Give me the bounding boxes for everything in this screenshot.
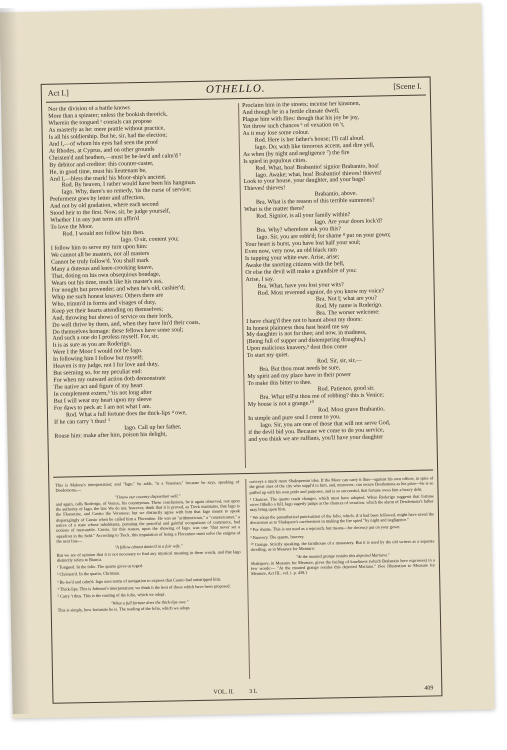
verse-line: Wherein the tongued ¹ consuls can propose bbox=[48, 118, 152, 127]
verse-line: Stood heir to the first. Now, sir, be judge yourself, bbox=[50, 208, 171, 218]
verse-line: Do well thrive by them, and, when they have lin'd their coats, bbox=[52, 319, 201, 329]
verse-line: Rod. Signior, is all your family within? bbox=[256, 212, 351, 221]
verse-line: Bra. What tell'st thou me of robbing? this is Venice; bbox=[259, 392, 384, 401]
verse-line: Even now, very now, an old black ram bbox=[244, 247, 337, 256]
verse-line: Rod. Patience, good sir. bbox=[317, 385, 375, 393]
verse-line: Iago. O sir, content you; bbox=[120, 236, 179, 244]
verse-line: Arise, I say. bbox=[245, 276, 275, 283]
footnote: ⁸ For shame. This is not used as a reproach, but means—for decency put on your gown. bbox=[250, 524, 401, 533]
footnote: ¹⁰ Grange. Strictly speaking, the farmhouse of a monastery. But it is used by the old writers as a separate dwelling, as in Measure for Measure: bbox=[250, 538, 435, 553]
verse-line: Christen'd and heathen,—must be be-lee'd and calm'd ² bbox=[49, 152, 182, 162]
verse-line: Is spied in populous cities. bbox=[243, 157, 308, 165]
verse-line: He, in good time, must his lieutenant be, bbox=[49, 167, 147, 176]
verse-line: What is the matter there? bbox=[244, 206, 305, 214]
verse-line: Bra. But thou must needs be sure, bbox=[259, 365, 341, 373]
verse-line: The native act and figure of my heart bbox=[53, 383, 143, 391]
footnote: "A fellow almost damn'd in a fair wife." bbox=[114, 543, 183, 550]
verse-line: Iago. Awake; what, hoa! Brabantio! thieves! thieves! bbox=[255, 169, 382, 179]
act-label: Act I.] bbox=[47, 88, 69, 98]
footer-signature: 3 L bbox=[249, 688, 258, 696]
verse-line: Bra. Why? wherefore ask you this? bbox=[256, 226, 342, 234]
verse-line: And I,—of whom his eyes had seen the proof bbox=[48, 139, 159, 148]
footnote: ¹ Tongued. In the folio. The quarto gives us toged. bbox=[56, 563, 144, 570]
verse-line: Yet throw such chances ⁶ of vexation on 't, bbox=[242, 121, 345, 130]
verse-line: Is tupping your white ewe. Arise, arise; bbox=[244, 254, 340, 262]
verse-line: For when my outward action doth demonstrate bbox=[53, 375, 166, 384]
verse-line: To make this bitter to thee. bbox=[247, 379, 312, 388]
verse-line: Bra. What is the reason of this terrible summons? bbox=[255, 197, 375, 207]
footnote: But we are of opinion that it is not necessary to find any mystical meaning in these words, and that Iago distinctly refers to Bianca. bbox=[56, 548, 241, 563]
verse-line: Rod. Sir, sir, sir,— bbox=[316, 358, 362, 365]
verse-line: Your heart is burst, you have lost half your soul; bbox=[244, 239, 361, 249]
verse-line: In simple and pure soul I come to you. bbox=[248, 414, 341, 422]
scene-label: [Scene I. bbox=[393, 81, 422, 92]
verse-line: Preferment goes by letter and affection, bbox=[49, 195, 145, 204]
verse-line: In honest plainness thou hast heard me say bbox=[246, 323, 349, 332]
verse-line: And, throwing but shows of service on their lords, bbox=[52, 313, 173, 322]
verse-line: Nor the division of a battle knows bbox=[48, 105, 130, 113]
verse-line: Who, trimm'd in forms and visages of duty, bbox=[51, 299, 157, 308]
verse-line: Thieves! thieves! bbox=[243, 185, 286, 193]
footnote: and again, calls Roderigo, of Venice, his countryman. These conclusions, be it again observed, rest upon the authority of Iago, the liar. We do not, however, think that it is proved, as Tieck maintains, that Iago is the Florentine, and Cassio the Veronese; but we distinctly agree with him that Iago meant to speak disparagingly of Cassio when he called him a Florentine. He was an "arithmetician," a "countercaster," a native of a state whose inhabitants, pursuing the peaceful and gainful occupations of commerce, had notions of mercantile. Cassio, for this reason, upon the showing of Iago, was one "that never set a squadron in the field." According to Tieck, this imputation of being a Florentine must solve the enigma of the next line— bbox=[55, 498, 241, 544]
verse-line: Iago. Do; with like timorous accent, and dire yell, bbox=[254, 142, 375, 151]
verse-line: In following him I follow but myself; bbox=[52, 355, 143, 364]
verse-line: We cannot all be masters, nor all masters bbox=[50, 250, 150, 259]
footnote: "What a full fortune does the thick-lips owe." bbox=[110, 598, 189, 606]
right-footnotes bbox=[249, 475, 435, 578]
verse-line: Rouse him: make after him, poison his delight, bbox=[54, 431, 167, 440]
verse-line: Do themselves homage: these fellows have some soul; bbox=[52, 326, 184, 336]
verse-line: (Being full of supper and distempering draughts,) bbox=[246, 337, 366, 346]
verse-line: Heaven is my judge, not I for love and duty, bbox=[53, 361, 159, 370]
footnote: ² Christen'd. In the quarto, Christian. bbox=[57, 570, 121, 578]
footnote: ⁶ Chances. The quarto reads changes, which most have adopted. When Roderigo suggests that fortune owes Othello a full, Iago eagerly jumps at the chances of vexation, which the alarm of Desdemona's father may bring upon him. bbox=[249, 493, 434, 513]
verse-line: Awake the snorting citizens with the bell, bbox=[245, 261, 345, 269]
footer-volume: VOL. II. 3 L bbox=[213, 688, 258, 696]
verse-line: Whether I in any just term am affin'd bbox=[50, 216, 140, 225]
verse-line: Rod. Most reverend signior, do you know my voice? bbox=[257, 288, 385, 297]
verse-line: Were I the Moor I would not be Iago. bbox=[52, 348, 143, 357]
verse-line: Bra. Not I; what are you? bbox=[315, 295, 377, 303]
footnote: "At the moated grange resides this dejected Mariana." bbox=[295, 551, 390, 559]
verse-line: Proclaim him in the streets; incense her kinsmen, bbox=[242, 100, 361, 110]
verse-line: In complement extern,³ 'tis not long after bbox=[53, 389, 152, 398]
verse-line: Rod. What, hoa! Brabantio! signior Brabantio, hoa! bbox=[255, 163, 380, 172]
left-text-column bbox=[48, 103, 239, 471]
footnote: ⁵ Carry 't thus. This is the reading of the folio, which we adopt. bbox=[57, 591, 166, 600]
verse-line: To love the Moor. bbox=[50, 224, 94, 231]
play-title: OTHELLO. bbox=[205, 82, 266, 96]
verse-line: Is all his soldiership. But he, sir, had the election; bbox=[48, 132, 168, 141]
footnote: ⁹ Knavery. The quarto, bravery. bbox=[250, 533, 305, 540]
verse-line: Upon malicious knavery,⁹ dost thou come bbox=[246, 344, 348, 353]
verse-line: More than a spinster; unless the bookish theorick, bbox=[48, 111, 168, 120]
verse-line: To start my quiet. bbox=[246, 352, 290, 360]
footnote: Shakspere, in Measure for Measure, gives the feeling of loneliness (which Brabantio here expresses) in a few words:— "At the moated grange resides this dejected Mariana." (See Illustration to Measure for Measure, Act III., vol. i. p. 438.) bbox=[250, 557, 436, 577]
book-page bbox=[0, 3, 495, 718]
verse-line: I follow him to serve my turn upon him: bbox=[50, 243, 148, 252]
verse-line: and you think we are ruffians, you'll have your daughter bbox=[248, 434, 384, 443]
verse-line: Many a duteous and knee-crooking knave, bbox=[51, 264, 154, 273]
right-text-column bbox=[242, 100, 433, 468]
verse-line: As masterly as he: mere prattle without practice, bbox=[48, 125, 165, 134]
verse-line: Bra. What, have you lost your wits? bbox=[257, 281, 344, 290]
verse-line: Rod. What a full fortune does the thick-lips ⁴ owe, bbox=[65, 410, 187, 419]
verse-line: Iago. Call up her father, bbox=[124, 424, 182, 432]
verse-line: For nought but provender; and when he's old, cashier'd; bbox=[51, 284, 185, 294]
footnote: This is simply, how fortunate he is. The reading of the folio, which we adopt. bbox=[57, 605, 191, 613]
verse-line: Iago. Are your doors lock'd? bbox=[314, 218, 383, 226]
verse-line: At Rhodes, at Cyprus, and on other grounds bbox=[48, 146, 155, 155]
verse-line: Wears out his time, much like his master's ass, bbox=[51, 278, 163, 287]
verse-line: And though he in a fertile climate dwell, bbox=[242, 108, 340, 116]
verse-line: That, doting on his own obsequious bondage, bbox=[51, 271, 161, 280]
verse-line: As when (by night and negligence ⁷) the fire bbox=[242, 149, 350, 158]
verse-line: Bra. The worser welcome: bbox=[316, 309, 380, 317]
verse-line: I have charg'd thee not to haunt about my doors: bbox=[246, 316, 363, 325]
footnote: "I know our country disposition well." bbox=[114, 492, 181, 500]
verse-line: For daws to peck at: I am not what I am. bbox=[53, 403, 152, 412]
verse-line: My daughter is not for thee; and now, in madness, bbox=[246, 330, 367, 339]
verse-line: Rod. Here is her father's house; I'll call aloud. bbox=[254, 135, 365, 144]
verse-line: But I will wear my heart upon my sleeve bbox=[53, 396, 152, 405]
verse-line: Rod. By heaven, I rather would have been his hangman. bbox=[61, 180, 197, 190]
verse-line: My spirit and my place have in their power bbox=[247, 372, 351, 381]
verse-line: Iago. Sir, you are one of those that will not serve God, bbox=[260, 420, 391, 429]
verse-line: Rod. Most grave Brabantio, bbox=[317, 406, 385, 414]
text-frame bbox=[41, 76, 443, 703]
footnote: ³ Be-lee'd and calm'd. Iago uses terms of navigation to express that Cassio had outstripped him. bbox=[57, 576, 222, 585]
verse-line: My house is not a grange.¹⁰ bbox=[247, 400, 315, 408]
verse-line: Or else the devil will make a grandsire of you: bbox=[245, 267, 357, 276]
verse-line: Rod. I would not follow him then. bbox=[62, 230, 145, 238]
verse-line: if the devil bid you. Because we come to do you service, bbox=[248, 427, 385, 436]
verse-line: If he can carry 't thus! ⁵ bbox=[54, 418, 111, 426]
verse-line: Plague him with flies: though that his joy be joy, bbox=[242, 114, 360, 123]
verse-line: It is as sure as you are Roderigo, bbox=[52, 341, 132, 350]
page-number: 409 bbox=[424, 685, 434, 692]
verse-line: Keep yet their hearts attending on themselves; bbox=[51, 306, 164, 315]
verse-line: Brabantio, above. bbox=[314, 191, 358, 199]
verse-line: As it may lose some colour. bbox=[242, 129, 310, 137]
verse-line: And such a one do I profess myself. For, sir, bbox=[52, 334, 159, 343]
verse-line: By debitor and creditor: this counter-caster, bbox=[49, 160, 154, 169]
left-footnotes bbox=[55, 479, 242, 615]
verse-line: Rod. My name is Roderigo. bbox=[315, 302, 383, 310]
verse-line: Look to your house, your daughter, and your bags! bbox=[243, 177, 366, 186]
verse-line: Iago. Why, there's no remedy, 'tis the curse of service; bbox=[61, 187, 192, 196]
verse-line: But seeming so, for my peculiar end: bbox=[53, 369, 143, 377]
verse-line: And not by old gradation, where each second bbox=[49, 202, 159, 211]
footnote: This is Malone's interpretation; and "Iago," he adds, "is a Venetian," because he says, speaking of Desdemona,— bbox=[55, 479, 240, 493]
footnote: ⁷ We adopt the parenthetical punctuation of the folio, which, if it had been followed, might have saved the discussion as to Shakspere's carelessness in making the fire spied "by night and negligence." bbox=[249, 511, 435, 526]
verse-line: Iago. Sir, you are robb'd; for shame ⁸ put on your gown; bbox=[256, 232, 391, 241]
verse-line: Whip me such honest knaves: Others there are bbox=[51, 292, 164, 301]
footnote: conveys a much more Shaksperean idea. If the Moor can carry it thus—against his own officer, in spite of the great ones of the city who suppl'd to him, and, moreover, can secure Desdemona as his prize—he is so puffed up with his own pride and purposes, and is so successful, that fortune owes him a heavy debt. bbox=[249, 475, 434, 495]
verse-line: And I,—bless the mark! his Moor-ship's ancient. bbox=[49, 174, 167, 183]
footnote: ⁴ Thick-lips. This is Johnson's interpretation; we think it the best of those which have been proposed. bbox=[57, 583, 231, 592]
verse-line: Cannot be truly follow'd. You shall mark bbox=[51, 257, 149, 266]
